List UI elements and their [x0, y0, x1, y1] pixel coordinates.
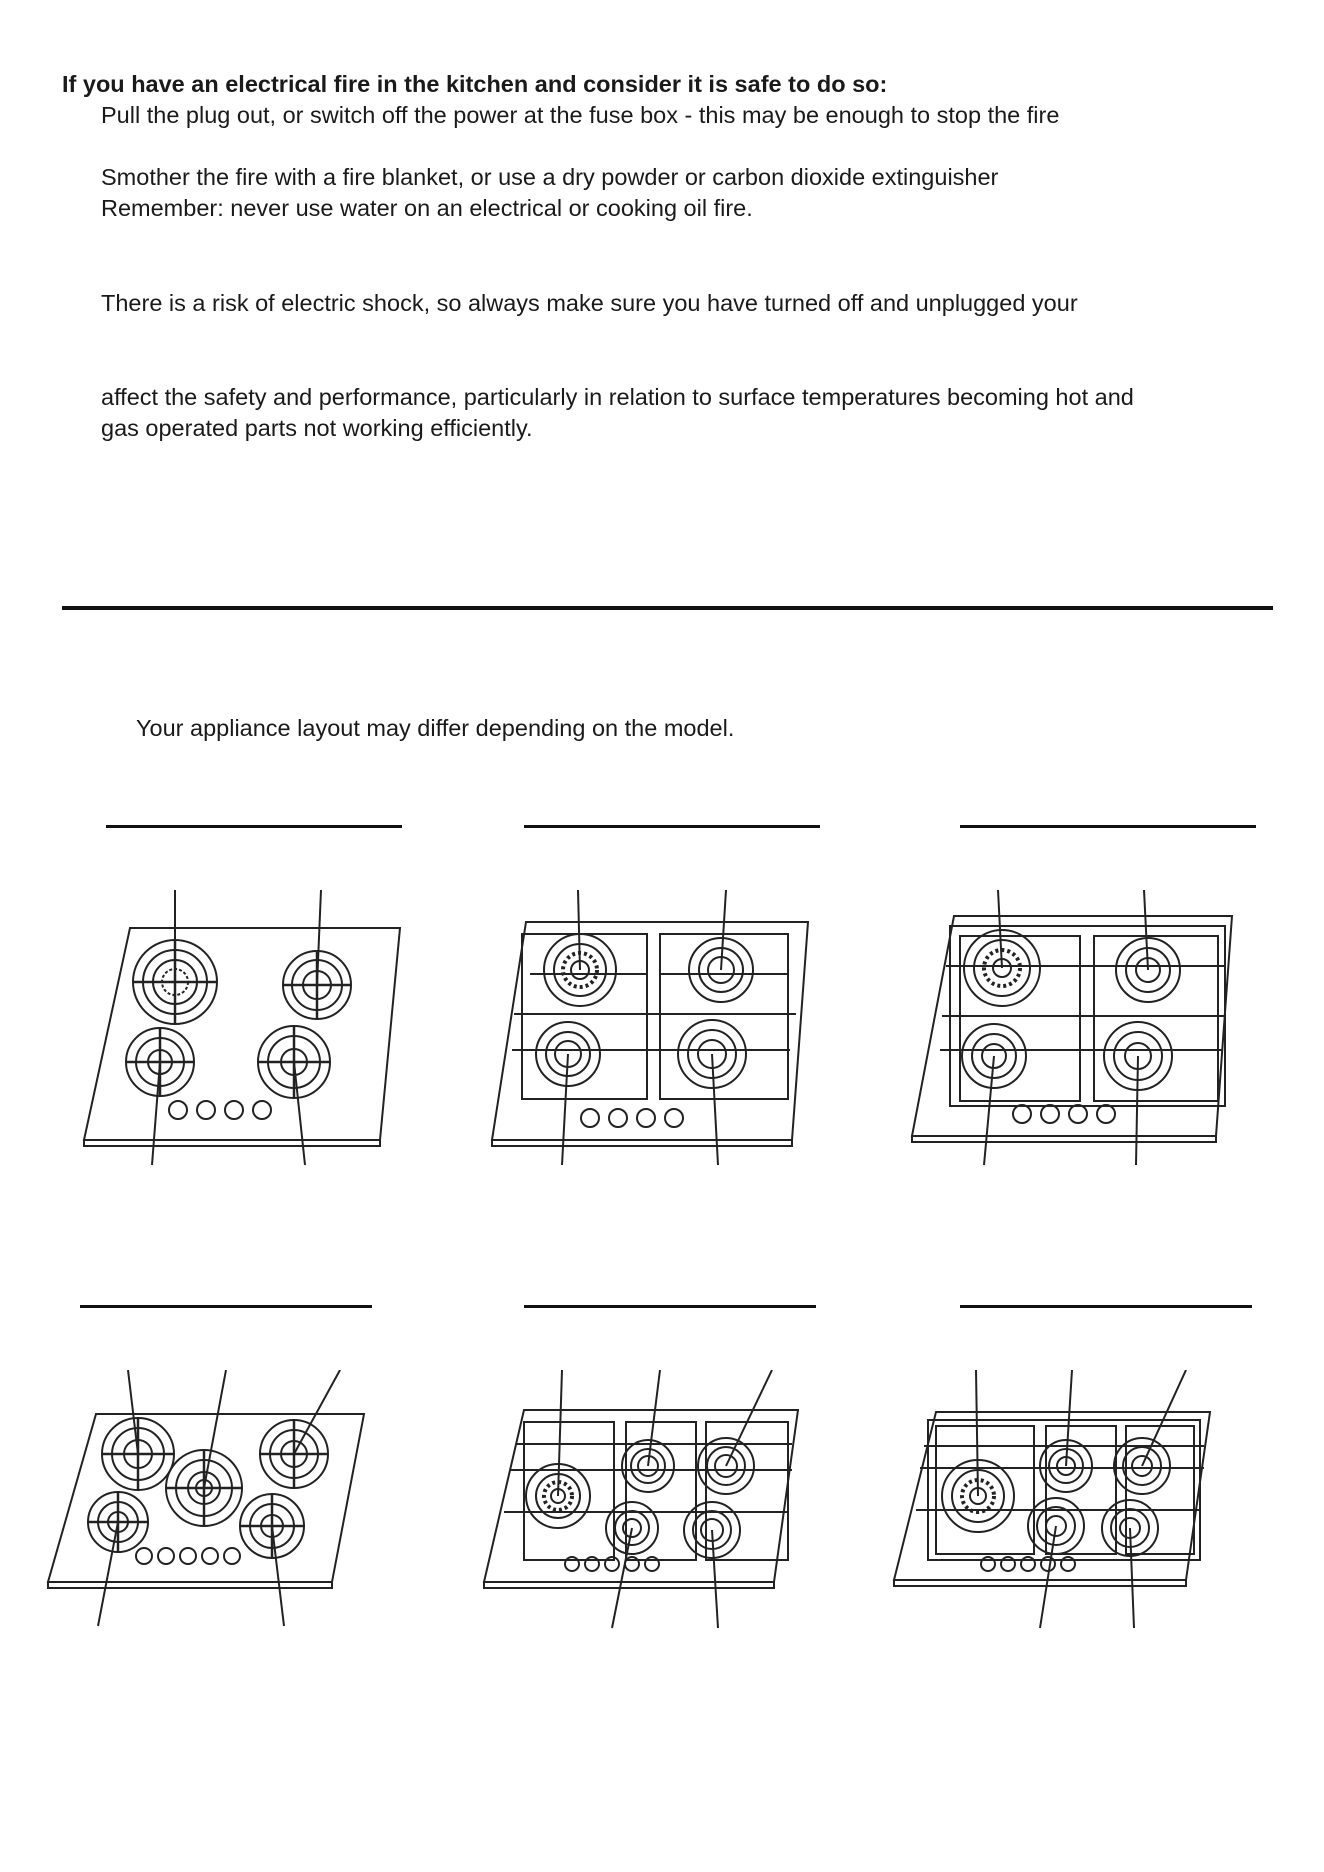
- hob-glass-5-burner-icon: [40, 1370, 370, 1650]
- fire-instruction-3: Remember: never use water on an electrical or cooking oil fire.: [101, 195, 753, 221]
- section-divider: [62, 606, 1273, 610]
- model-6-heading-line: [960, 1305, 1252, 1308]
- fire-heading: If you have an electrical fire in the kitchen and consider it is safe to do so:: [62, 71, 888, 97]
- model-4-heading-line: [80, 1305, 372, 1308]
- hob-glass-4-burner-icon: [80, 890, 410, 1170]
- shock-warning: There is a risk of electric shock, so always make sure you have turned off and unplugged your: [101, 290, 1078, 316]
- model-2-heading-line: [524, 825, 820, 828]
- fire-instruction-2: Smother the fire with a fire blanket, or use a dry powder or carbon dioxide extinguisher: [101, 164, 999, 190]
- hob-steel-5-burner-icon: [480, 1370, 810, 1650]
- hob-steel-4-burner-icon: [490, 890, 820, 1170]
- hob-grid-4-burner-icon: [910, 890, 1240, 1170]
- hob-grid-5-burner-icon: [890, 1370, 1220, 1650]
- model-3-heading-line: [960, 825, 1256, 828]
- model-1-heading-line: [106, 825, 402, 828]
- affect-line-1: affect the safety and performance, particularly in relation to surface temperatures becoming hot and: [101, 384, 1134, 410]
- affect-line-2: gas operated parts not working efficiently.: [101, 415, 533, 441]
- model-5-heading-line: [524, 1305, 816, 1308]
- layout-note: Your appliance layout may differ depending on the model.: [136, 715, 735, 741]
- fire-instruction-1: Pull the plug out, or switch off the power at the fuse box - this may be enough to stop the fire: [101, 102, 1060, 128]
